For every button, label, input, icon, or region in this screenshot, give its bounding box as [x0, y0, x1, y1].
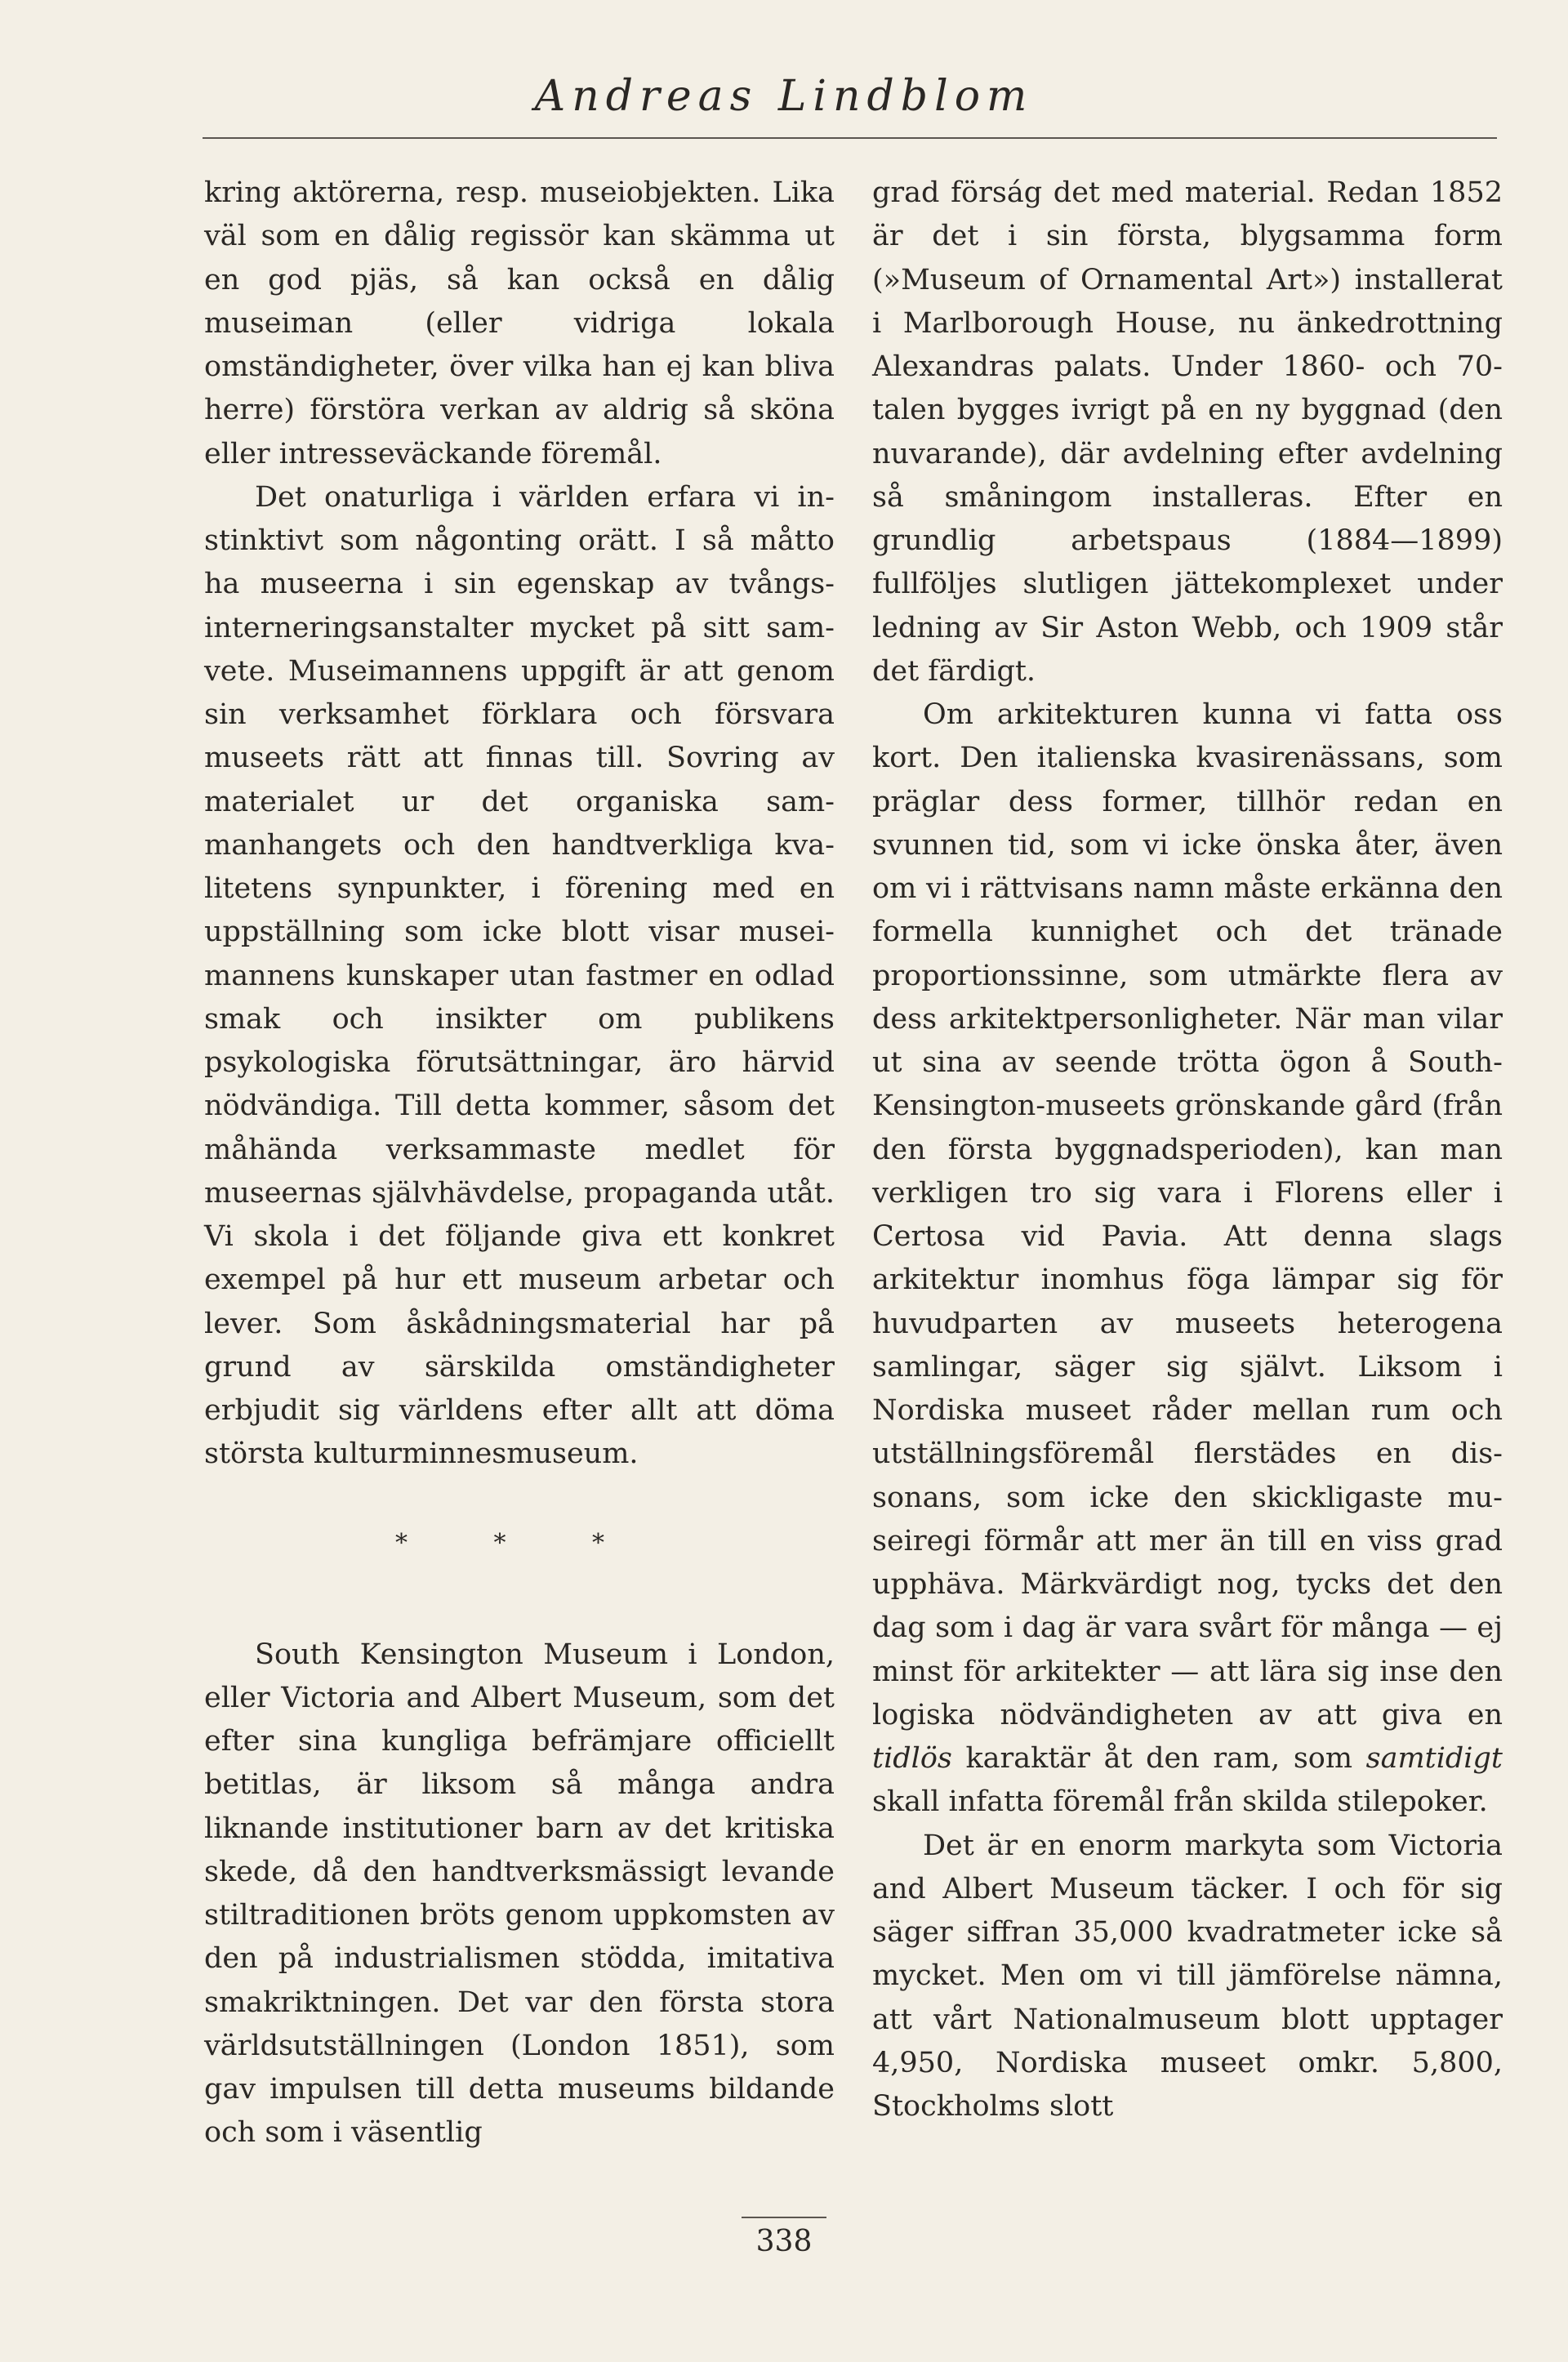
header-rule [203, 137, 1497, 139]
running-header-author: Andreas Lindblom [534, 72, 1034, 121]
page-number: 338 [742, 2217, 827, 2258]
section-break-asterisms: * * * [394, 1528, 644, 1558]
left-column [204, 172, 835, 2155]
left-paragraph-3: South Kensington Museum i London, eller Victoria and Albert Museum, som det efter sina kungliga befrämjare officiellt betitlas, är liksom så många andra liknande institutioner barn av det kritiska skede, då den handtverksmässigt levande stiltraditionen bröts genom uppkomsten av den på industrialismen stödda, imitativa smakriktningen. Det var den första stora världsutställningen (London 1851), som gav impulsen till detta museums bildande och som i väsentlig [204, 1638, 835, 2150]
right-column [872, 172, 1503, 2128]
page-footer [0, 2217, 1568, 2258]
right-paragraph-2 [872, 693, 1503, 1825]
right-paragraph-3: Det är en enorm markyta som Victoria and Albert Museum täcker. I och för sig säger siffran 35,000 kvadratmeter icke så mycket. Men om vi till jämförelse nämna, att vårt Nationalmuseum blott upptager 4,950, Nordiska museet omkr. 5,800, Stockholms slott [872, 1829, 1503, 2123]
italic-word-tidlos: tidlös [872, 1742, 952, 1775]
right-paragraph-2-text-b: karaktär åt den ram, som [965, 1742, 1353, 1775]
italic-word-samtidigt: samtidigt [1365, 1742, 1503, 1775]
right-paragraph-2-text-a: Om arkitekturen kunna vi fatta oss kort. Den italienska kvasirenässans, som präglar dess former, tillhör redan en svunnen tid, som vi icke önska åter, även om vi i rättvisans namn måste erkänna den formella kunnighet och det tränade proportionssinne, som utmärkte flera av dess arkitektpersonligheter. När man vilar ut sina av seende trötta ögon å South-Kensington-museets grönskande gård (från den första byggnadsperioden), kan man verkligen tro sig vara i Florens eller i Certosa vid Pavia. Att denna slags arkitektur inomhus föga lämpar sig för huvudparten av museets heterogena samlingar, säger sig självt. Liksom i Nordiska museet råder mellan rum och utställningsföremål flerstädes en dissonans, som icke den skickligaste museiregi förmår att mer än till en viss grad upphäva. Märkvärdigt nog, tycks det den dag som i dag är vara svårt för många — ej minst för arkitekter — att lära sig inse den logiska nödvändigheten av att giva en [872, 698, 1503, 1731]
left-paragraph-2: Det onaturliga i världen erfara vi instinktivt som någonting orätt. I så måtto ha museerna i sin egenskap av tvångsinterneringsanstalter mycket på sitt samvete. Museimannens uppgift är att genom sin verksamhet förklara och försvara museets rätt att finnas till. Sovring av materialet ur det organiska sammanhangets och den handtverkliga kvalitetens synpunkter, i förening med en uppställning som icke blott visar museimannens kunskaper utan fastmer en odlad smak och insikter om publikens psykologiska förutsättningar, äro härvid nödvändiga. Till detta kommer, såsom det måhända verksammaste medlet för museernas självhävdelse, propaganda utåt. Vi skola i det följande giva ett konkret exempel på hur ett museum arbetar och lever. Som åskådningsmaterial har på grund av särskilda omständigheter erbjudit sig världens efter allt att döma största kulturminnesmuseum. [204, 480, 835, 1471]
left-paragraph-1: kring aktörerna, resp. museiobjekten. Lika väl som en dålig regissör kan skämma ut en god pjäs, så kan också en dålig museiman (eller vidriga lokala omständigheter, över vilka han ej kan bliva herre) förstöra verkan av aldrig så sköna eller intresseväckande föremål. [204, 176, 835, 470]
right-paragraph-2-text-c: skall infatta föremål från skilda stilepoker. [872, 1785, 1488, 1819]
right-paragraph-1: grad förság det med material. Redan 1852 är det i sin första, blygsamma form (»Museum of Ornamental Art») installerat i Marlborough House, nu änkedrottning Alexandras palats. Under 1860- och 70-talen bygges ivrigt på en ny byggnad (den nuvarande), där avdelning efter avdelning så småningom installeras. Efter en grundlig arbetspaus (1884—1899) fullföljes slutligen jättekomplexet under ledning av Sir Aston Webb, och 1909 står det färdigt. [872, 176, 1503, 688]
